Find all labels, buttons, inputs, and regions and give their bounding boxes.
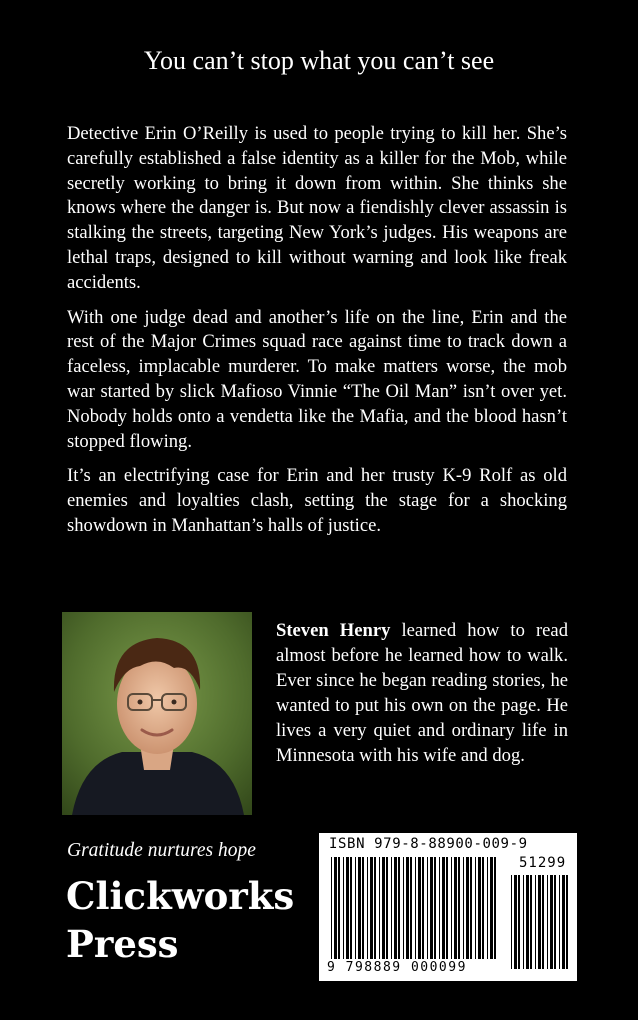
barcode-bar — [403, 857, 404, 959]
barcode-bar — [406, 857, 409, 959]
barcode-bar — [530, 875, 532, 969]
author-bio-text: learned how to read almost before he learned how to walk. Ever since he began reading stories, he wanted to put his own on the page. He lives a very quiet and ordinary life in Minnesota with his wife and dog. — [276, 620, 568, 766]
blurb-paragraph-1: Detective Erin O’Reilly is used to people trying to kill her. She’s carefully established a false identity as a killer for the Mob, while secretly working to bring it down from within. She thinks she knows where the danger is. But now a fiendishly clever assassin is stalking the streets, targeting New York’s judges. His weapons are lethal traps, designed to kill without warning and look like freak accidents. — [67, 123, 567, 293]
barcode-bar — [490, 857, 493, 959]
barcode-bar — [422, 857, 424, 959]
barcode-bar — [514, 875, 517, 969]
barcode-bar — [358, 857, 361, 959]
author-photo — [62, 612, 252, 815]
barcode-bar — [542, 875, 544, 969]
barcode-bar — [463, 857, 464, 959]
barcode-bar — [523, 875, 524, 969]
barcode-bar — [338, 857, 340, 959]
ean-number: 9 798889 000099 — [327, 960, 467, 975]
barcode-bar — [382, 857, 385, 959]
barcode-bar — [394, 857, 397, 959]
barcode-bar — [410, 857, 412, 959]
publisher-motto: Gratitude nurtures hope — [67, 840, 256, 861]
barcode-bar — [494, 857, 496, 959]
barcode-bar — [331, 857, 332, 959]
barcode-bar — [470, 857, 472, 959]
barcode-bar — [559, 875, 560, 969]
author-name: Steven Henry — [276, 620, 391, 641]
barcode-bar — [451, 857, 452, 959]
barcode-bar — [454, 857, 457, 959]
barcode-bar — [554, 875, 556, 969]
barcode-bar — [362, 857, 364, 959]
barcode-bar — [370, 857, 373, 959]
barcode-bar — [475, 857, 476, 959]
blurb — [67, 122, 567, 549]
author-portrait-illustration — [62, 612, 252, 815]
barcode-bar — [415, 857, 416, 959]
barcode-bar — [427, 857, 428, 959]
barcode-bar — [526, 875, 529, 969]
barcode-bar — [391, 857, 392, 959]
barcode-bar — [547, 875, 548, 969]
barcode-bar — [442, 857, 445, 959]
isbn-number: ISBN 979-8-88900-009-9 — [329, 836, 528, 852]
publisher-logo — [66, 872, 294, 968]
barcode-bars — [319, 833, 577, 981]
publisher-name-line-2: Press — [66, 922, 179, 966]
barcode-bar — [418, 857, 421, 959]
price-code: 51299 — [519, 855, 567, 871]
barcode-bar — [343, 857, 344, 959]
isbn-barcode — [319, 833, 577, 981]
barcode-bar — [386, 857, 388, 959]
barcode-bar — [550, 875, 553, 969]
barcode-bar — [562, 875, 565, 969]
barcode-bar — [439, 857, 440, 959]
tagline: You can’t stop what you can’t see — [143, 46, 495, 75]
barcode-bar — [430, 857, 433, 959]
barcode-bar — [535, 875, 536, 969]
barcode-bar — [398, 857, 400, 959]
barcode-bar — [511, 875, 512, 969]
barcode-bar — [478, 857, 481, 959]
publisher-name-line-1: Clickworks — [66, 874, 295, 918]
barcode-bar — [446, 857, 448, 959]
barcode-bar — [482, 857, 484, 959]
barcode-bar — [434, 857, 436, 959]
author-bio — [276, 618, 568, 768]
barcode-bar — [350, 857, 352, 959]
barcode-bar — [538, 875, 541, 969]
barcode-bar — [334, 857, 337, 959]
barcode-bar — [466, 857, 469, 959]
barcode-bar — [379, 857, 380, 959]
barcode-bar — [374, 857, 376, 959]
barcode-bar — [487, 857, 488, 959]
barcode-bar — [566, 875, 568, 969]
barcode-bar — [346, 857, 349, 959]
blurb-paragraph-2: With one judge dead and another’s life on the line, Erin and the rest of the Major Crimes squad race against time to track down a faceless, implacable murderer. To make matters worse, the mob war started by slick Mafioso Vinnie “The Oil Man” isn’t over yet. Nobody holds onto a vendetta like the Mafia, and the blood hasn’t stopped flowing. — [67, 306, 567, 452]
barcode-bar — [367, 857, 368, 959]
barcode-bar — [355, 857, 356, 959]
blurb-paragraph-3: It’s an electrifying case for Erin and her trusty K-9 Rolf as old enemies and loyalties clash, setting the stage for a shocking showdown in Manhattan’s halls of justice. — [67, 465, 567, 536]
barcode-bar — [518, 875, 520, 969]
barcode-bar — [458, 857, 460, 959]
